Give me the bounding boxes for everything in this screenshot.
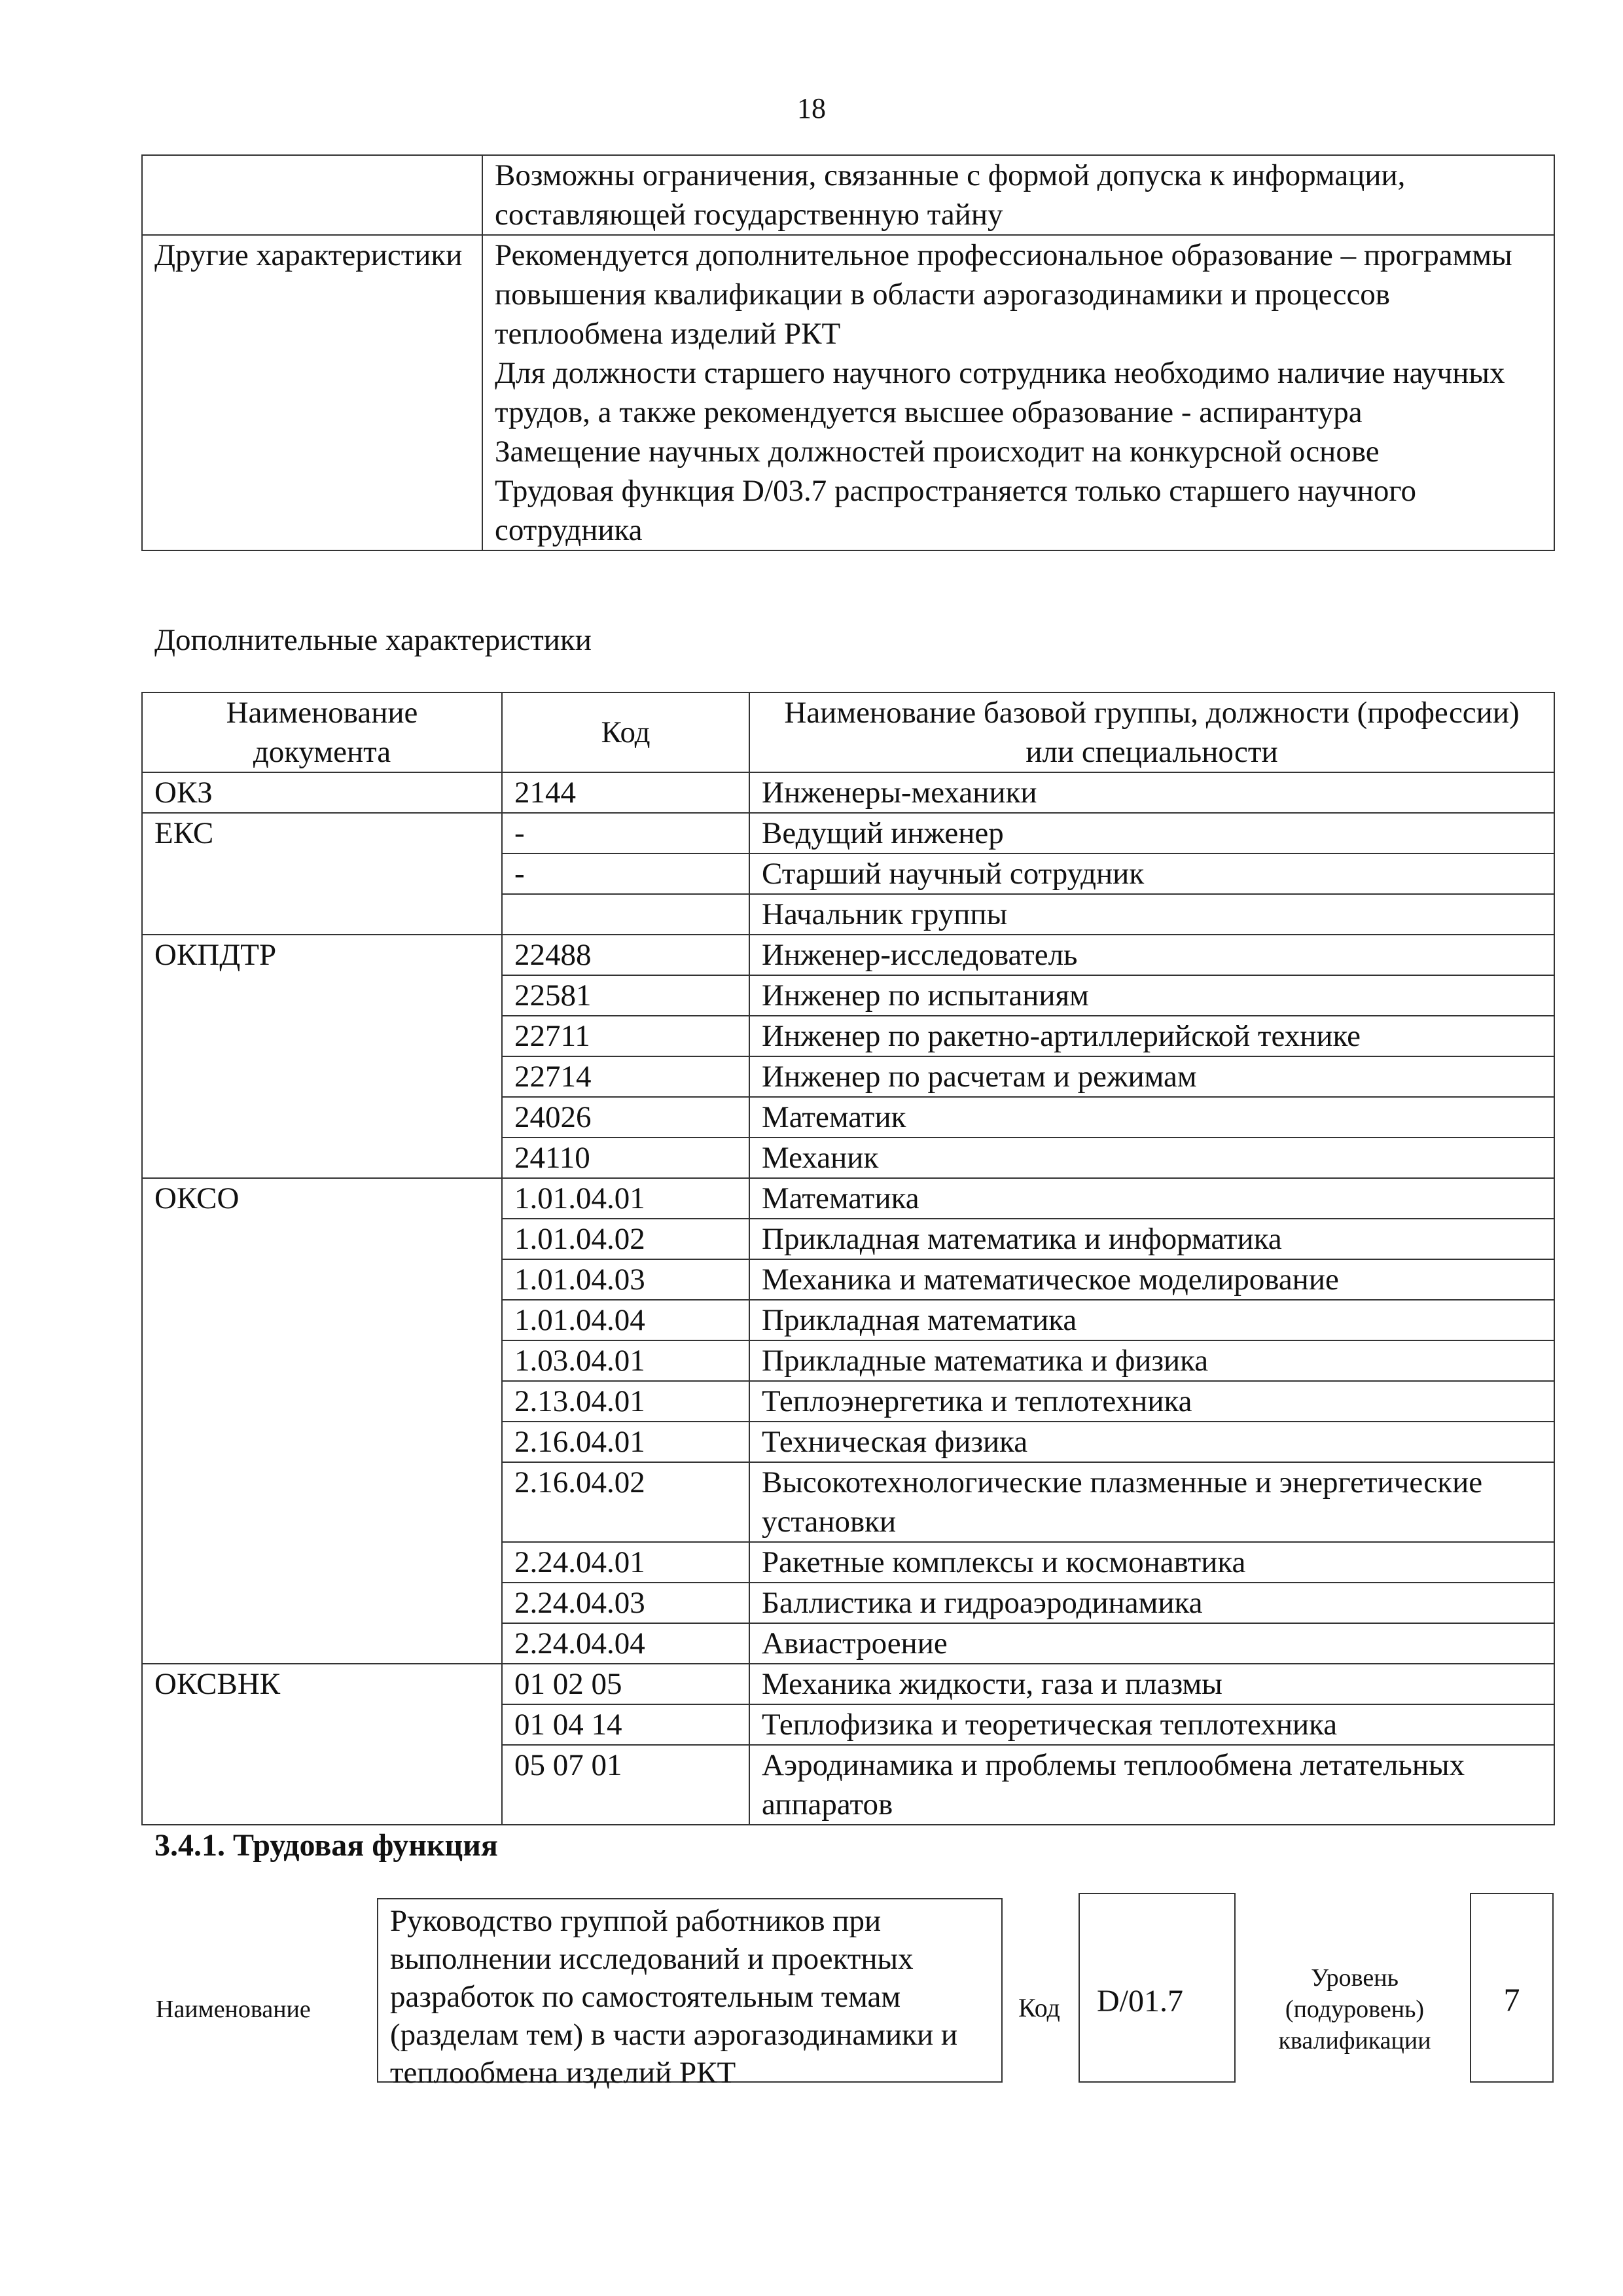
qualification-requirements-table [141,154,1555,551]
cell-doc [142,1462,502,1542]
cell-name: Математика [749,1178,1554,1219]
cell-doc [142,1097,502,1138]
cell-doc [142,1381,502,1422]
text-line: Замещение научных должностей происходит на конкурсной основе [495,435,1380,469]
table-row [142,1381,1554,1422]
cell-code: 24026 [502,1097,749,1138]
table-row [142,813,1554,853]
table-row [142,1340,1554,1381]
cell-name: Старший научный сотрудник [749,853,1554,894]
table-row [142,1583,1554,1623]
qualification-level-label: Уровень (подуровень) квалификации [1278,1964,1431,2054]
table-row [142,1462,1554,1542]
cell-name: Высокотехнологические плазменные и энергетические установки [749,1462,1554,1542]
function-name-label: Наименование [156,1996,311,2023]
row-label-other-characteristics: Другие характеристики [142,235,482,550]
table-row [142,1300,1554,1340]
cell-doc [142,1422,502,1462]
labor-function-heading: 3.4.1. Трудовая функция [154,1828,498,1863]
cell-doc [142,1623,502,1664]
cell-code: 2.16.04.01 [502,1422,749,1462]
cell-name: Баллистика и гидроаэродинамика [749,1583,1554,1623]
table-row [142,1422,1554,1462]
cell-code: 2.24.04.03 [502,1583,749,1623]
cell-code: 1.01.04.04 [502,1300,749,1340]
cell-code: 2.16.04.02 [502,1462,749,1542]
table-row [142,1219,1554,1259]
cell-code: - [502,853,749,894]
cell-code: 1.01.04.01 [502,1178,749,1219]
header-code: Код [502,692,749,772]
table-row [142,853,1554,894]
cell-doc [142,1138,502,1178]
cell-code: 2.24.04.01 [502,1542,749,1583]
table-row [142,1542,1554,1583]
table-row [142,1704,1554,1745]
cell-name: Механик [749,1138,1554,1178]
table-row [142,1097,1554,1138]
cell-doc [142,1704,502,1745]
cell-name: Аэродинамика и проблемы теплообмена летательных аппаратов [749,1745,1554,1825]
cell-name: Инженер-исследователь [749,935,1554,975]
cell-doc [142,975,502,1016]
cell-name: Теплофизика и теоретическая теплотехника [749,1704,1554,1745]
text-line: Для должности старшего научного сотрудника необходимо наличие научных трудов, а также рекомендуется высшее образование - аспирантура [495,356,1505,429]
cell-name: Инженер по испытаниям [749,975,1554,1016]
table-row [142,1623,1554,1664]
cell-doc [142,1542,502,1583]
cell-doc [142,1340,502,1381]
function-code-label: Код [1018,1993,1060,2022]
row-text [482,235,1554,550]
cell-code: 22488 [502,935,749,975]
cell-name: Инженер по расчетам и режимам [749,1056,1554,1097]
table-row [142,772,1554,813]
table-row [142,1178,1554,1219]
cell-doc [142,894,502,935]
cell-doc [142,1745,502,1825]
cell-doc [142,1056,502,1097]
table-row [142,1745,1554,1825]
table-row [142,1664,1554,1704]
cell-code: 05 07 01 [502,1745,749,1825]
cell-code: 22711 [502,1016,749,1056]
text-line: Рекомендуется дополнительное профессиональное образование – программы повышения квалификации в области аэрогазодинамики и процессов теплообмена изделий РКТ [495,238,1512,351]
cell-code: 2.24.04.04 [502,1623,749,1664]
cell-doc [142,1219,502,1259]
cell-doc [142,1259,502,1300]
cell-code: 1.01.04.03 [502,1259,749,1300]
cell-doc: ОКСВНК [142,1664,502,1704]
cell-doc: ОКСО [142,1178,502,1219]
page-number: 18 [797,92,826,124]
cell-code [502,894,749,935]
cell-name: Техническая физика [749,1422,1554,1462]
row-text: Возможны ограничения, связанные с формой допуска к информации, составляющей государственную тайну [482,155,1554,235]
qualification-level-value: 7 [1503,1981,1520,2018]
cell-name: Инженеры-механики [749,772,1554,813]
cell-doc [142,853,502,894]
cell-code: - [502,813,749,853]
table-row [142,1259,1554,1300]
cell-name: Прикладные математика и физика [749,1340,1554,1381]
cell-doc [142,1583,502,1623]
table-row [142,1138,1554,1178]
table-row [142,894,1554,935]
cell-doc [142,1300,502,1340]
cell-doc: ОКПДТР [142,935,502,975]
cell-name: Теплоэнергетика и теплотехника [749,1381,1554,1422]
cell-name: Ведущий инженер [749,813,1554,853]
cell-code: 01 02 05 [502,1664,749,1704]
cell-name: Начальник группы [749,894,1554,935]
additional-characteristics-table [141,692,1555,1825]
table-header-row [142,692,1554,772]
cell-code: 01 04 14 [502,1704,749,1745]
header-doc: Наименование документа [142,692,502,772]
cell-code: 1.03.04.01 [502,1340,749,1381]
cell-code: 2.13.04.01 [502,1381,749,1422]
cell-doc: ОКЗ [142,772,502,813]
cell-code: 1.01.04.02 [502,1219,749,1259]
cell-code: 24110 [502,1138,749,1178]
cell-name: Математик [749,1097,1554,1138]
cell-code: 2144 [502,772,749,813]
header-name: Наименование базовой группы, должности (профессии) или специальности [749,692,1554,772]
cell-doc: ЕКС [142,813,502,853]
cell-name: Ракетные комплексы и космонавтика [749,1542,1554,1583]
cell-name: Авиастроение [749,1623,1554,1664]
cell-name: Механика и математическое моделирование [749,1259,1554,1300]
table-row [142,235,1554,550]
table-row [142,1056,1554,1097]
table-row [142,975,1554,1016]
text-line: Трудовая функция D/03.7 распространяется только старшего научного сотрудника [495,474,1417,547]
table-row [142,155,1554,235]
section-label: Дополнительные характеристики [154,623,592,657]
cell-name: Инженер по ракетно-артиллерийской технике [749,1016,1554,1056]
function-name-box: Руководство группой работников при выполнении исследований и проектных разработок по самостоятельным темам (разделам тем) в части аэрогазодинамики и теплообмена изделий РКТ [377,1898,1003,2083]
cell-name: Прикладная математика и информатика [749,1219,1554,1259]
cell-name: Механика жидкости, газа и плазмы [749,1664,1554,1704]
cell-code: 22581 [502,975,749,1016]
table-row [142,935,1554,975]
cell-code: 22714 [502,1056,749,1097]
function-code-value: D/01.7 [1097,1984,1183,2018]
row-label [142,155,482,235]
table-row [142,1016,1554,1056]
cell-doc [142,1016,502,1056]
cell-name: Прикладная математика [749,1300,1554,1340]
